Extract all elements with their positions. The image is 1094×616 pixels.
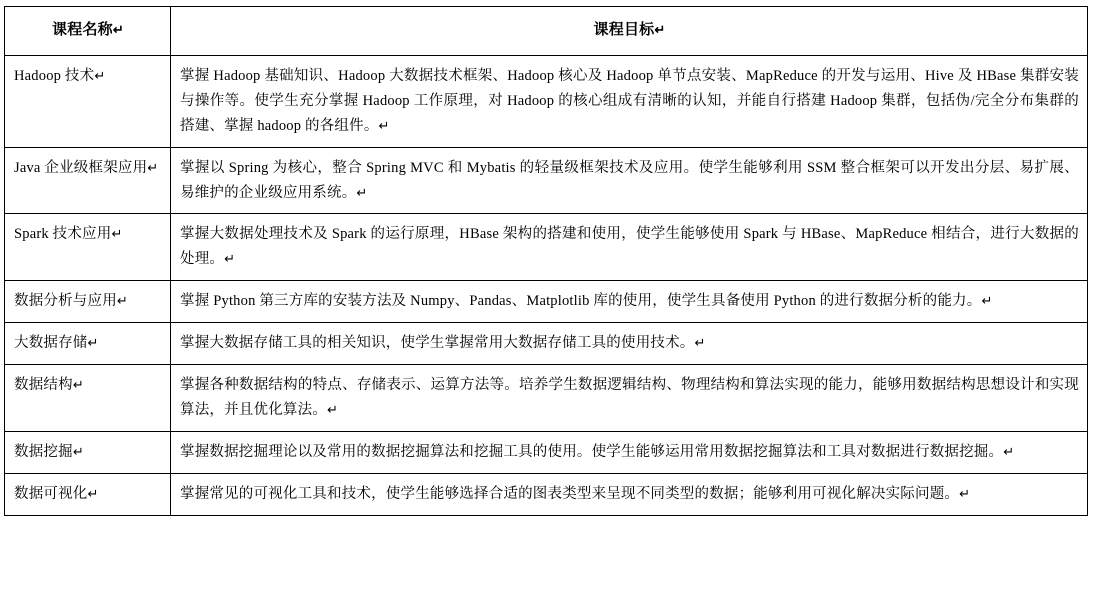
eop-mark: ↵ xyxy=(378,117,390,133)
course-goal-cell xyxy=(171,147,1088,214)
table-header-row xyxy=(5,7,1088,56)
table-row xyxy=(5,147,1088,214)
eop-mark: ↵ xyxy=(327,402,339,418)
course-name-cell xyxy=(5,55,171,147)
course-objectives-table xyxy=(4,6,1088,516)
course-goal-cell xyxy=(171,214,1088,281)
eop-mark: ↵ xyxy=(111,226,123,242)
header-course-goal-label: 课程目标 xyxy=(593,22,655,38)
eop-mark: ↵ xyxy=(72,444,84,460)
header-course-name-label: 课程名称 xyxy=(52,22,113,38)
course-name-text: 数据挖掘 xyxy=(14,444,73,461)
course-goal-text: 掌握 Hadoop 基础知识、Hadoop 大数据技术框架、Hadoop 核心及 Hadoop 单节点安装、MapReduce 的开发与运用、Hive 及 HBase 集群安装与操作等。使学生充分掌握 Hadoop 工作原理，对 Hadoop 的核心组成有清晰的认知，并能自行搭建 Hadoop 集群，包括伪/完全分布集群的搭建、掌握 hadoop 的各组件。 xyxy=(180,67,1079,134)
course-goal-text: 掌握 Python 第三方库的安装方法及 Numpy、Pandas、Matplotlib 库的使用，使学生具备使用 Python 的进行数据分析的能力。 xyxy=(180,293,982,310)
course-name-text: Spark 技术应用 xyxy=(14,226,112,243)
eop-mark: ↵ xyxy=(87,486,99,502)
course-name-text: 数据结构 xyxy=(14,377,73,394)
eop-mark: ↵ xyxy=(94,67,106,83)
course-goal-text: 掌握以 Spring 为核心，整合 Spring MVC 和 Mybatis 的轻量级框架技术及应用。使学生能够利用 SSM 整合框架可以开发出分层、易扩展、易维护的企业级应用系统。 xyxy=(180,159,1079,201)
table-row xyxy=(5,365,1088,432)
eop-mark: ↵ xyxy=(654,22,666,37)
course-goal-text: 掌握大数据处理技术及 Spark 的运行原理，HBase 架构的搭建和使用，使学生能够使用 Spark 与 HBase、MapReduce 相结合，进行大数据的处理。 xyxy=(180,226,1079,268)
table-row xyxy=(5,323,1088,365)
course-goal-cell xyxy=(171,55,1088,147)
course-name-cell xyxy=(5,432,171,474)
course-goal-text: 掌握各种数据结构的特点、存储表示、运算方法等。培养学生数据逻辑结构、物理结构和算法实现的能力，能够用数据结构思想设计和实现算法，并且优化算法。 xyxy=(180,377,1079,419)
eop-mark: ↵ xyxy=(72,377,84,393)
eop-mark: ↵ xyxy=(87,335,99,351)
table-row xyxy=(5,55,1088,147)
course-name-text: Hadoop 技术 xyxy=(14,67,95,84)
course-goal-text: 掌握大数据存储工具的相关知识，使学生掌握常用大数据存储工具的使用技术。 xyxy=(180,335,695,352)
course-name-text: Java 企业级框架应用 xyxy=(14,159,148,176)
table-row xyxy=(5,281,1088,323)
course-name-cell xyxy=(5,147,171,214)
course-goal-cell xyxy=(171,323,1088,365)
eop-mark: ↵ xyxy=(147,159,159,175)
eop-mark: ↵ xyxy=(694,335,706,351)
table-row xyxy=(5,474,1088,516)
eop-mark: ↵ xyxy=(1003,444,1015,460)
course-name-cell xyxy=(5,214,171,281)
table-row xyxy=(5,432,1088,474)
course-name-cell xyxy=(5,281,171,323)
eop-mark: ↵ xyxy=(981,293,993,309)
course-name-text: 数据可视化 xyxy=(14,486,88,503)
course-goal-text: 掌握数据挖掘理论以及常用的数据挖掘算法和挖掘工具的使用。使学生能够运用常用数据挖掘算法和工具对数据进行数据挖掘。 xyxy=(180,444,1004,461)
course-goal-text: 掌握常见的可视化工具和技术，使学生能够选择合适的图表类型来呈现不同类型的数据；能够利用可视化解决实际问题。 xyxy=(180,486,960,503)
course-name-cell xyxy=(5,365,171,432)
course-goal-cell xyxy=(171,365,1088,432)
course-name-text: 数据分析与应用 xyxy=(14,293,117,310)
course-goal-cell xyxy=(171,432,1088,474)
eop-mark: ↵ xyxy=(112,22,124,37)
eop-mark: ↵ xyxy=(356,184,368,200)
header-course-name xyxy=(5,7,171,56)
course-name-text: 大数据存储 xyxy=(14,335,88,352)
eop-mark: ↵ xyxy=(224,251,236,267)
header-course-goal xyxy=(171,7,1088,56)
eop-mark: ↵ xyxy=(116,293,128,309)
document-page xyxy=(0,6,1094,616)
eop-mark: ↵ xyxy=(959,486,971,502)
course-name-cell xyxy=(5,474,171,516)
course-goal-cell xyxy=(171,474,1088,516)
table-row xyxy=(5,214,1088,281)
course-goal-cell xyxy=(171,281,1088,323)
course-name-cell xyxy=(5,323,171,365)
